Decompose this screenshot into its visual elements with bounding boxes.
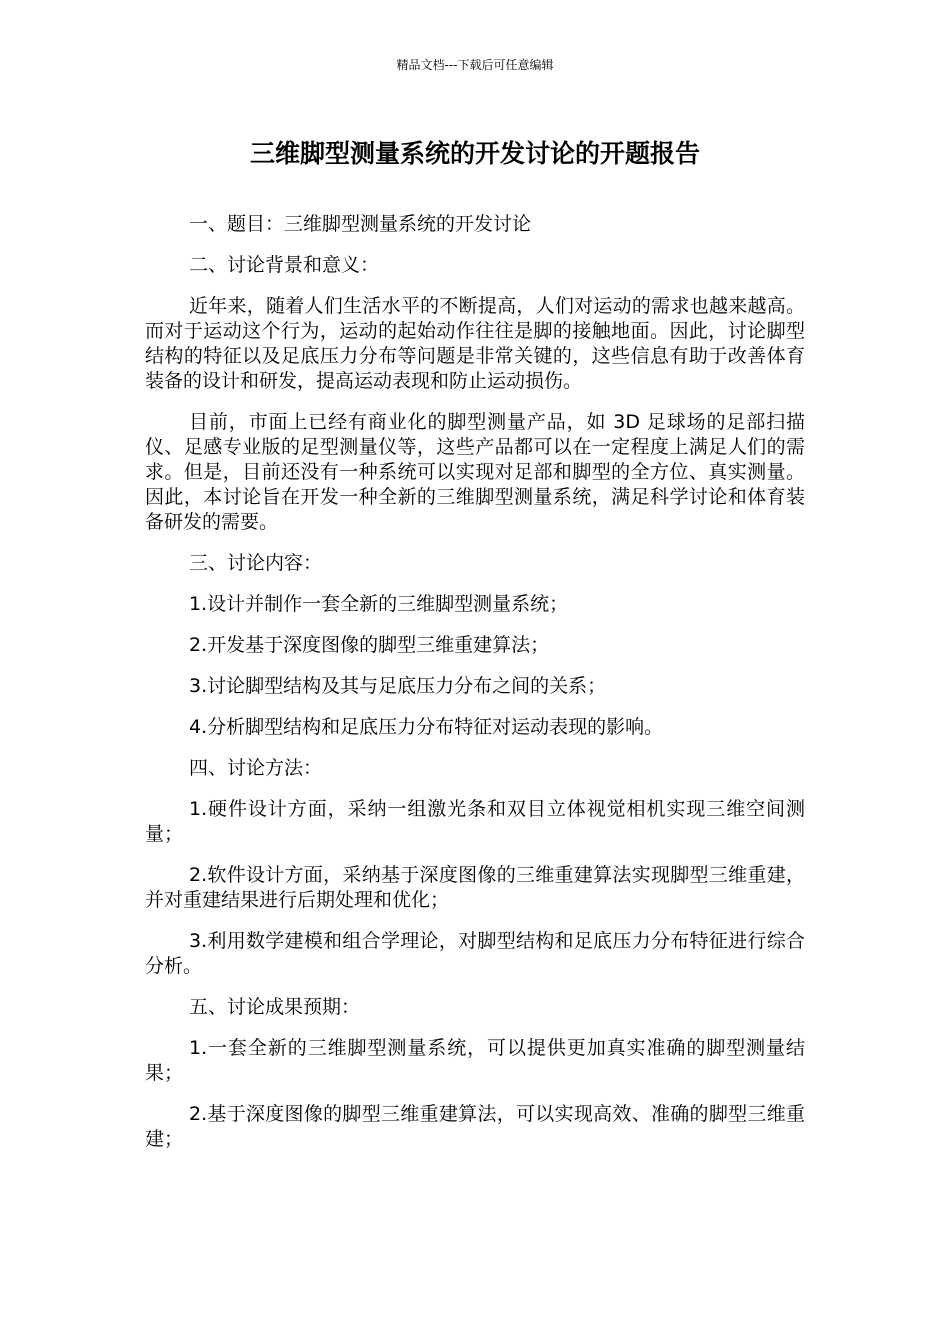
list-item: 3.讨论脚型结构及其与足底压力分布之间的关系； (189, 675, 607, 697)
list-item: 2.开发基于深度图像的脚型三维重建算法； (189, 634, 550, 656)
section-heading-background: 二、讨论背景和意义： (189, 254, 380, 276)
section-heading-content: 三、讨论内容： (189, 552, 323, 574)
list-item: 2.基于深度图像的脚型三维重建算法，可以实现高效、准确的脚型三维重建； (145, 1103, 805, 1150)
list-item: 2.软件设计方面，采纳基于深度图像的三维重建算法实现脚型三维重建，并对重建结果进行后期处理和优化； (145, 864, 805, 911)
section-heading-methods: 四、讨论方法： (189, 757, 323, 779)
page-header: 精品文档---下载后可任意编辑 (396, 58, 554, 72)
list-item: 3.利用数学建模和组合学理论，对脚型结构和足底压力分布特征进行综合分析。 (145, 930, 805, 977)
list-item: 4.分析脚型结构和足底压力分布特征对运动表现的影响。 (189, 716, 664, 738)
document-body (145, 212, 805, 1168)
list-item: 1.设计并制作一套全新的三维脚型测量系统； (189, 593, 569, 615)
body-paragraph: 近年来，随着人们生活水平的不断提高，人们对运动的需求也越来越高。而对于运动这个行为，运动的起始动作往往是脚的接触地面。因此，讨论脚型结构的特征以及足底压力分布等问题是非常关键的，这些信息有助于改善体育装备的设计和研发，提高运动表现和防止运动损伤。 (145, 295, 805, 392)
section-heading-outcomes: 五、讨论成果预期： (189, 996, 361, 1018)
document-title: 三维脚型测量系统的开发讨论的开题报告 (249, 139, 700, 168)
list-item: 1.硬件设计方面，采纳一组激光条和双目立体视觉相机实现三维空间测量； (145, 798, 805, 845)
body-paragraph: 目前，市面上已经有商业化的脚型测量产品，如 3D 足球场的足部扫描仪、足感专业版的足型测量仪等，这些产品都可以在一定程度上满足人们的需求。但是，目前还没有一种系统可以实现对足部和脚型的全方位、真实测量。因此，本讨论旨在开发一种全新的三维脚型测量系统，满足科学讨论和体育装备研发的需要。 (145, 411, 805, 533)
list-item: 1.一套全新的三维脚型测量系统，可以提供更加真实准确的脚型测量结果； (145, 1037, 805, 1084)
section-heading-topic: 一、题目：三维脚型测量系统的开发讨论 (189, 213, 532, 235)
